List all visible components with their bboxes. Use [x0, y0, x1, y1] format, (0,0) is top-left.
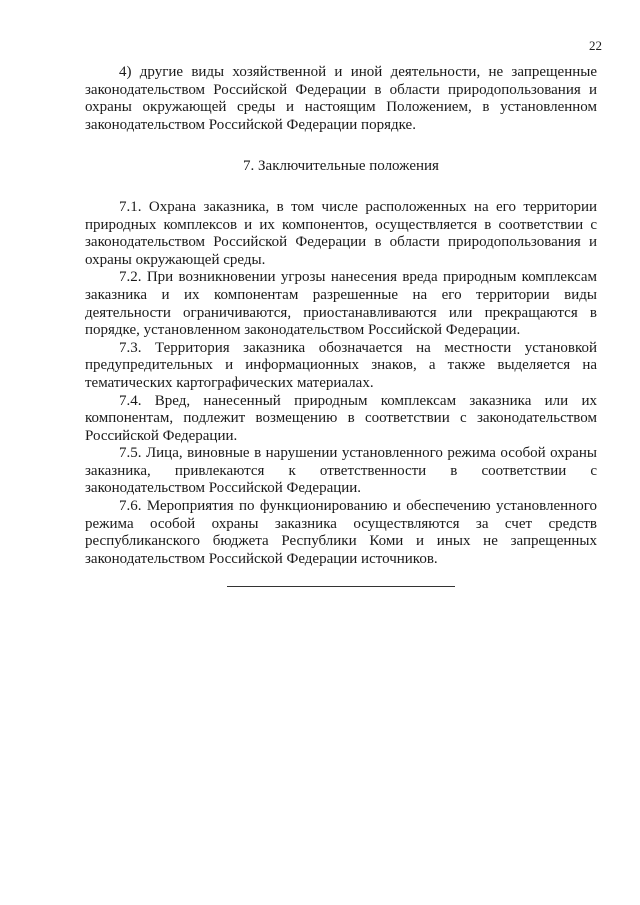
intro-paragraph: 4) другие виды хозяйственной и иной деятельности, не запрещенные законодательством Российской Федерации в области природопользования и охраны окружающей среды и настоящим Положением, в установленном законодательством Российской Федерации порядке.	[85, 64, 597, 133]
document-body	[85, 64, 597, 587]
paragraph-7-2: 7.2. При возникновении угрозы нанесения вреда природным комплексам заказника и их компонентам разрешенные на его территории виды деятельности ограничиваются, приостанавливаются или прекращаются в порядке, установленном законодательством Российской Федерации.	[85, 269, 597, 339]
end-of-document-rule	[227, 586, 455, 587]
page-number: 22	[589, 38, 602, 53]
paragraph-7-1: 7.1. Охрана заказника, в том числе расположенных на его территории природных комплексов и их компонентов, осуществляется в соответствии с законодательством Российской Федерации в области природопользования и охраны окружающей среды.	[85, 198, 597, 268]
section-heading: 7. Заключительные положения	[243, 158, 439, 175]
paragraph-7-5: 7.5. Лица, виновные в нарушении установленного режима особой охраны заказника, привлекаются к ответственности в соответствии с законодательством Российской Федерации.	[85, 445, 597, 497]
paragraph-7-4: 7.4. Вред, нанесенный природным комплексам заказника или их компонентам, подлежит возмещению в соответствии с законодательством Российской Федерации.	[85, 392, 597, 444]
paragraph-7-3: 7.3. Территория заказника обозначается на местности установкой предупредительных и информационных знаков, а также выделяется на тематических картографических материалах.	[85, 339, 597, 391]
paragraph-7-6: 7.6. Мероприятия по функционированию и обеспечению установленного режима особой охраны заказника осуществляются за счет средств республиканского бюджета Республики Коми и иных не запрещенных законодательством Российской Федерации источников.	[85, 498, 597, 567]
